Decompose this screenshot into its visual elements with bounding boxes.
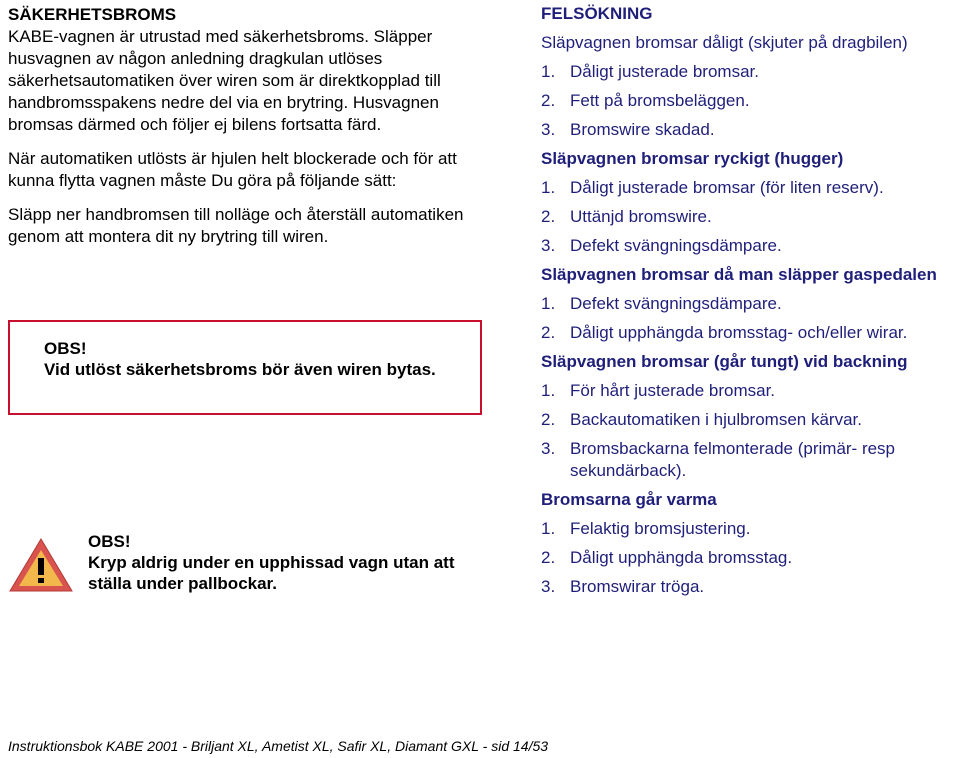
page-footer: Instruktionsbok KABE 2001 - Briljant XL, Ametist XL, Safir XL, Diamant GXL - sid 14/53	[8, 738, 549, 754]
item-number: 2.	[541, 410, 556, 429]
item-text: Dåligt upphängda bromsstag- och/eller wirar.	[570, 323, 908, 342]
item-number: 2.	[541, 91, 556, 110]
item-text: Dåligt upphängda bromsstag.	[570, 548, 793, 567]
item-text: Dåligt justerade bromsar (för liten reserv).	[570, 178, 884, 197]
obs-notice-box	[8, 320, 482, 415]
troubleshooting-section-title: Släpvagnen bromsar dåligt (skjuter på dragbilen)	[541, 33, 908, 52]
troubleshooting-item	[541, 322, 959, 344]
item-number: 3.	[541, 120, 556, 139]
item-text: Bromswirar tröga.	[570, 577, 705, 596]
obs-label: OBS!	[44, 339, 87, 358]
item-number: 2.	[541, 207, 556, 226]
troubleshooting-item	[541, 576, 959, 598]
item-number: 1.	[541, 294, 556, 313]
item-text: Uttänjd bromswire.	[570, 207, 712, 226]
obs-text: Vid utlöst säkerhetsbroms bör även wiren bytas.	[44, 360, 436, 379]
troubleshooting-item	[541, 61, 959, 83]
troubleshooting-item	[541, 438, 959, 482]
item-number: 1.	[541, 62, 556, 81]
troubleshooting-item	[541, 409, 959, 431]
troubleshooting-section-title: Bromsarna går varma	[541, 490, 717, 509]
item-number: 1.	[541, 381, 556, 400]
troubleshooting-item	[541, 119, 959, 141]
item-text: Bromswire skadad.	[570, 120, 715, 139]
troubleshooting-section-title: Släpvagnen bromsar ryckigt (hugger)	[541, 149, 844, 168]
warning-label: OBS!	[88, 532, 131, 551]
troubleshooting-heading: FELSÖKNING	[541, 4, 653, 23]
troubleshooting-item	[541, 206, 959, 228]
troubleshooting-item	[541, 90, 959, 112]
section-heading: SÄKERHETSBROMS	[8, 5, 177, 24]
item-number: 3.	[541, 439, 556, 458]
left-column	[8, 4, 490, 248]
troubleshooting-item	[541, 177, 959, 199]
item-number: 2.	[541, 323, 556, 342]
item-text: Dåligt justerade bromsar.	[570, 62, 759, 81]
item-number: 3.	[541, 577, 556, 596]
item-number: 2.	[541, 548, 556, 567]
item-number: 1.	[541, 519, 556, 538]
troubleshooting-sections	[541, 32, 959, 598]
item-number: 1.	[541, 178, 556, 197]
troubleshooting-item	[541, 293, 959, 315]
troubleshooting-column	[541, 3, 959, 598]
item-text: Defekt svängningsdämpare.	[570, 236, 782, 255]
troubleshooting-item	[541, 235, 959, 257]
item-text: Fett på bromsbeläggen.	[570, 91, 750, 110]
warning-message: Kryp aldrig under en upphissad vagn utan att ställa under pallbockar.	[88, 553, 455, 593]
paragraph-blocked-wheels: När automatiken utlösts är hjulen helt blockerade och för att kunna flytta vagnen måste Du göra på följande sätt:	[8, 149, 457, 190]
troubleshooting-section-title: Släpvagnen bromsar (går tungt) vid backning	[541, 352, 908, 371]
paragraph-reset-instructions: Släpp ner handbromsen till nolläge och återställ automatiken genom att montera dit ny brytring till wiren.	[8, 205, 464, 246]
item-text: För hårt justerade bromsar.	[570, 381, 776, 400]
troubleshooting-item	[541, 380, 959, 402]
paragraph-intro: KABE-vagnen är utrustad med säkerhetsbroms. Släpper husvagnen av någon anledning dragkulan utlöses säkerhetsautomatiken över wiren som är direktkopplad till handbromsspakens nedre del via en brytring. Husvagnen bromsas därmed och följer ej bilens fortsatta färd.	[8, 27, 441, 134]
item-text: Felaktig bromsjustering.	[570, 519, 751, 538]
item-text: Defekt svängningsdämpare.	[570, 294, 782, 313]
item-number: 3.	[541, 236, 556, 255]
item-text: Backautomatiken i hjulbromsen kärvar.	[570, 410, 862, 429]
troubleshooting-item	[541, 547, 959, 569]
troubleshooting-section-title: Släpvagnen bromsar då man släpper gaspedalen	[541, 265, 937, 284]
troubleshooting-item	[541, 518, 959, 540]
warning-triangle-icon	[8, 537, 74, 593]
item-text: Bromsbackarna felmonterade (primär- resp sekundärback).	[570, 439, 896, 480]
warning-text	[88, 531, 488, 594]
